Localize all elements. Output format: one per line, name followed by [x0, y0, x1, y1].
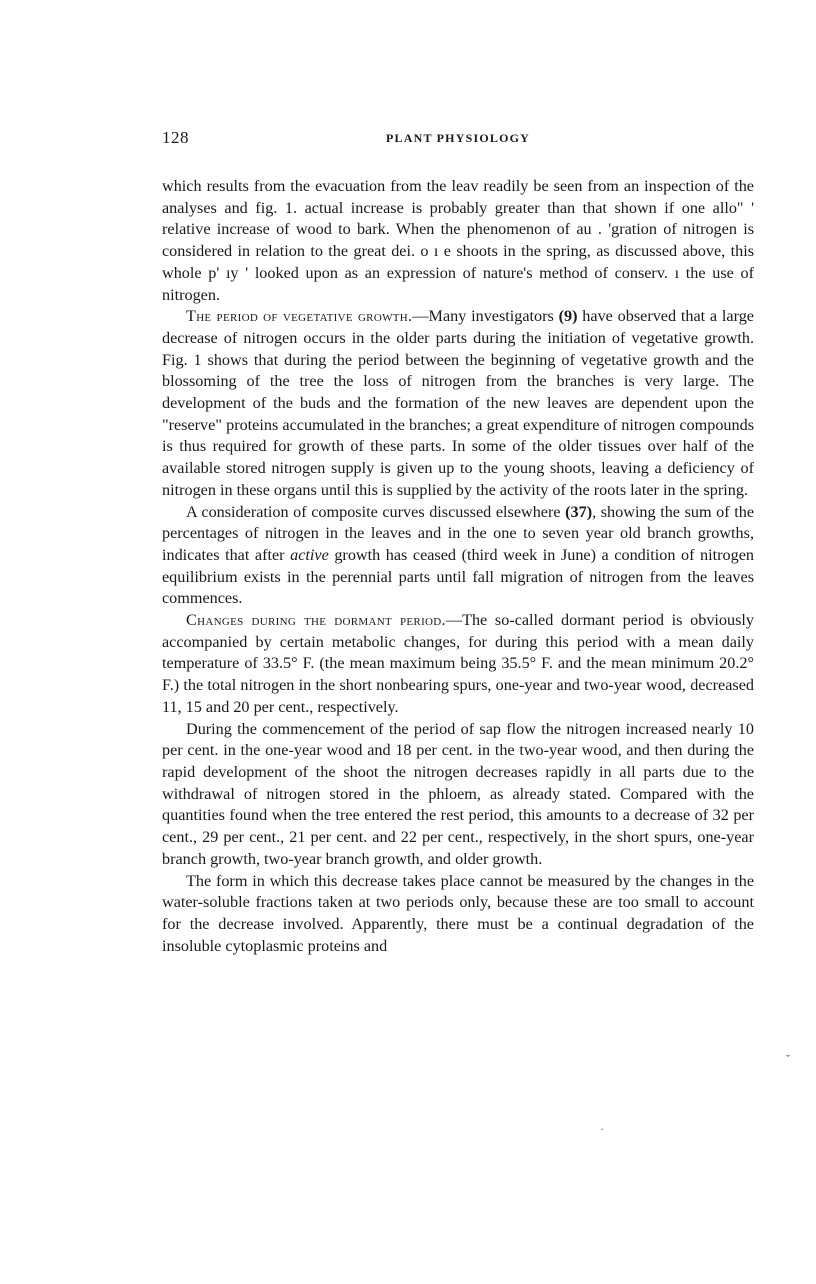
stray-dot: · — [600, 1122, 604, 1136]
paragraph-composite-curves — [162, 502, 754, 611]
paragraph-text: have observed that a large decrease of nitrogen occurs in the older parts during the initiation of vegetative growth. Fig. 1 shows that during the period between the beginning of vegetative growth and the blossoming of the tree the loss of nitrogen from the branches is very large. The development of the buds and the formation of the new leaves are dependent upon the "reserve" proteins accumulated in the branches; a great expenditure of nitrogen compounds is thus required for growth of these parts. In some of the older tissues over half of the available stored nitrogen supply is given up to the young shoots, leaving a deficiency of nitrogen in these organs until this is supplied by the activity of the roots later in the spring. — [162, 307, 754, 499]
paragraph-sap-flow: During the commencement of the period of sap flow the nitrogen increased nearly 10 per cent. in the one-year wood and 18 per cent. in the two-year wood, and then during the rapid development of the shoot the nitrogen decreases rapidly in all parts due to the withdrawal of nitrogen stored in the phloem, as already stated. Compared with the quantities found when the tree entered the rest period, this amounts to a decrease of 32 per cent., 29 per cent., 21 per cent. and 22 per cent., respectively, in the short spurs, one-year branch growth, two-year branch growth, and older growth. — [162, 719, 754, 868]
paragraph-text: A consideration of composite curves discussed elsewhere — [186, 502, 566, 521]
body-text — [162, 176, 754, 957]
paragraph-text: , showing the sum of the percentages of nitrogen in the leaves and in the one to seven year old branch growths, indicates that after — [162, 502, 754, 564]
section-heading-vegetative-growth: The period of vegetative growth. — [186, 307, 413, 326]
paragraph-decrease-form: The form in which this decrease takes place cannot be measured by the changes in the water-soluble fractions taken at two periods only, because these are too small to account for the decrease involved. Apparently, there must be a continual degradation of the insoluble cytoplasmic proteins and — [162, 871, 754, 955]
page — [162, 128, 754, 957]
paragraph-text: Many investigators — [428, 307, 559, 326]
citation-ref: (9) — [558, 307, 578, 326]
section-heading-dormant-period: Changes during the dormant period. — [186, 611, 446, 630]
paragraph-text: The so-called dormant period is obviously accompanied by certain metabolic changes, for during this period with a mean daily temperature of 33.5° F. (the mean maximum being 35.5° F. and the mean minimum 20.2° F.) the total nitrogen in the short nonbearing spurs, one-year and two-year wood, decreased 11, 15 and 20 per cent., respectively. — [162, 611, 755, 716]
paragraph-text: growth has ceased (third week in June) a condition of nitrogen equilibrium exists in the perennial parts until fall migration of nitrogen from the leaves commences. — [162, 545, 754, 608]
paragraph-vegetative-growth — [162, 306, 754, 501]
paragraph-dormant-period — [162, 610, 754, 719]
margin-mark: ˇ — [786, 1052, 790, 1066]
citation-ref: (37) — [565, 502, 593, 521]
running-title: PLANT PHYSIOLOGY — [386, 131, 530, 145]
heading-dash: — — [412, 307, 429, 326]
page-number: 128 — [162, 128, 189, 147]
emphasis-active: active — [290, 545, 329, 564]
running-head — [162, 128, 754, 152]
paragraph-continuation: which results from the evacuation from the leav readily be seen from an inspection of the analyses and fig. 1. actual increase is probably greater than that shown if one allo" ' relative increase of wood to bark. When the phenomenon of au . 'gration of nitrogen is considered in relation to the great dei. o ı e shoots in the spring, as discussed above, this whole p' ıy ' looked upon as an expression of nature's method of conserv. ı the use of nitrogen. — [162, 177, 754, 304]
heading-dash: — — [445, 611, 463, 630]
